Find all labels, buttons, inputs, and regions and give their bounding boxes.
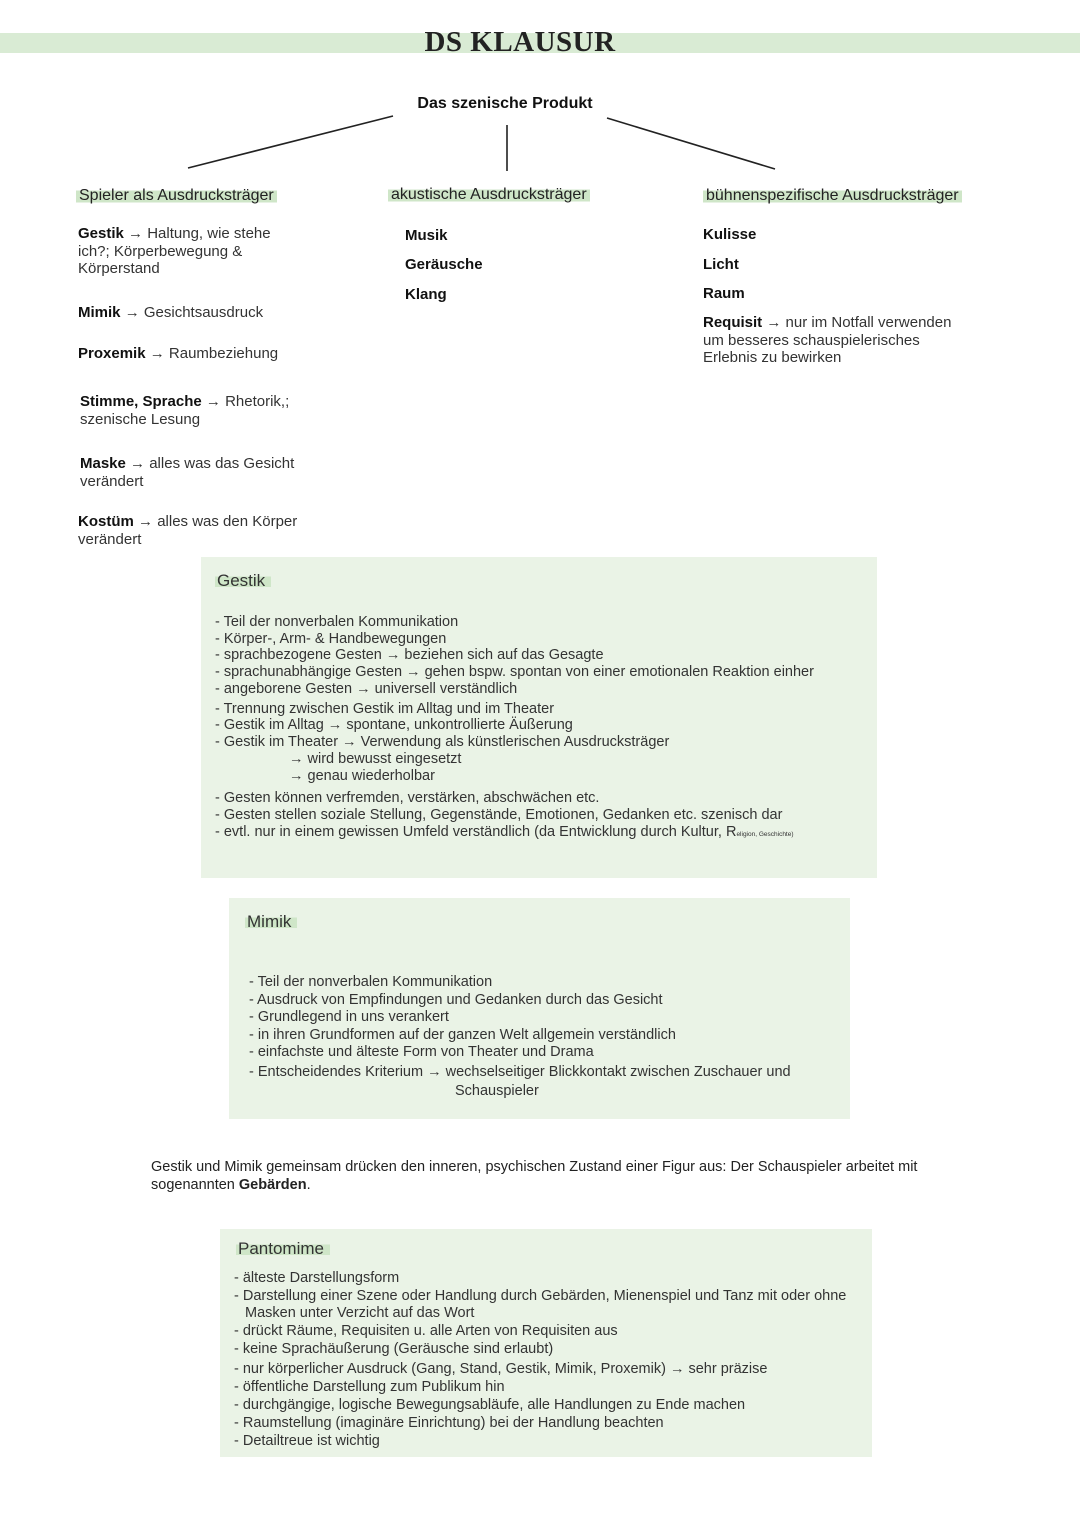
pantomime-heading: Pantomime <box>236 1239 330 1259</box>
spieler-item-gestik: Gestik → Haltung, wie stehe ich?; Körperbewegung & Körperstand <box>78 225 271 277</box>
mimik-line: - Grundlegend in uns verankert <box>249 1009 449 1025</box>
gestik-line-small: eligion, Geschichte) <box>736 831 794 838</box>
branch-buehne <box>703 187 962 205</box>
mimik-heading: Mimik <box>245 912 297 932</box>
spieler-item-kostuem: Kostüm → alles was den Körper verändert <box>78 513 298 548</box>
pantomime-line: - älteste Darstellungsform <box>234 1270 400 1286</box>
pantomime-subline: Masken unter Verzicht auf das Wort <box>245 1305 475 1321</box>
pantomime-box <box>220 1229 872 1457</box>
gestik-line: - Trennung zwischen Gestik im Alltag und im Theater <box>215 701 555 717</box>
branch-akustisch-label: akustische Ausdrucksträger <box>388 186 590 203</box>
summary-end: . <box>306 1176 311 1193</box>
mimik-line: - in ihren Grundformen auf der ganzen Welt allgemein verständlich <box>249 1027 676 1043</box>
pantomime-line: - nur körperlicher Ausdruck (Gang, Stand, Gestik, Mimik, Proxemik) → sehr präzise <box>234 1361 768 1377</box>
pantomime-line: - Raumstellung (imaginäre Einrichtung) bei der Handlung beachten <box>234 1415 664 1431</box>
connector-left <box>188 116 393 168</box>
spieler-item-proxemik: Proxemik → Raumbeziehung <box>78 345 279 362</box>
akustisch-item-geraeusche: Geräusche <box>405 256 483 273</box>
gestik-heading: Gestik <box>215 571 271 591</box>
gestik-line: - Gestik im Theater → Verwendung als künstlerischen Ausdrucksträger <box>215 734 670 750</box>
pantomime-line: - Detailtreue ist wichtig <box>234 1433 380 1449</box>
pantomime-line: - Darstellung einer Szene oder Handlung durch Gebärden, Mienenspiel und Tanz mit oder ohne <box>234 1288 847 1304</box>
connector-right <box>607 118 775 169</box>
gestik-line-text: - evtl. nur in einem gewissen Umfeld verständlich (da Entwicklung durch Kultur, R <box>215 824 737 840</box>
akustisch-item-musik: Musik <box>405 227 448 244</box>
gestik-line: - Gestik im Alltag → spontane, unkontrollierte Äußerung <box>215 717 573 733</box>
spieler-item-maske: Maske → alles was das Gesicht verändert <box>80 455 295 490</box>
mimik-line: - Teil der nonverbalen Kommunikation <box>249 974 493 990</box>
mimik-box <box>229 898 850 1119</box>
buehne-item-licht: Licht <box>703 256 739 273</box>
gestik-line: - Körper-, Arm- & Handbewegungen <box>215 631 447 647</box>
pantomime-line: - öffentliche Darstellung zum Publikum hin <box>234 1379 505 1395</box>
gestik-box <box>201 557 877 878</box>
pantomime-line: - keine Sprachäußerung (Geräusche sind erlaubt) <box>234 1341 554 1357</box>
gestik-line: - sprachunabhängige Gesten → gehen bspw. spontan von einer emotionalen Reaktion einher <box>215 664 814 680</box>
gestik-line: - angeborene Gesten → universell verständlich <box>215 681 518 697</box>
gestik-line: - Gesten können verfremden, verstärken, abschwächen etc. <box>215 790 600 806</box>
akustisch-item-klang: Klang <box>405 286 447 303</box>
branch-buehne-label: bühnenspezifische Ausdrucksträger <box>703 187 962 204</box>
tree-connectors <box>0 0 1080 200</box>
pantomime-line: - durchgängige, logische Bewegungsabläufe, alle Handlungen zu Ende machen <box>234 1397 746 1413</box>
gestik-line: - Teil der nonverbalen Kommunikation <box>215 614 459 630</box>
summary-text: Gestik und Mimik gemeinsam drücken den inneren, psychischen Zustand einer Figur aus: Der Schauspieler arbeitet mit sogenannten <box>151 1159 918 1193</box>
gestik-subline: → genau wiederholbar <box>289 768 435 784</box>
mimik-line: - Ausdruck von Empfindungen und Gedanken durch das Gesicht <box>249 992 663 1008</box>
branch-spieler <box>76 187 277 205</box>
mimik-line: - einfachste und älteste Form von Theater und Drama <box>249 1044 594 1060</box>
pantomime-line: - drückt Räume, Requisiten u. alle Arten von Requisiten aus <box>234 1323 618 1339</box>
spieler-item-stimme: Stimme, Sprache → Rhetorik,; szenische Lesung <box>80 393 290 428</box>
gestik-line: - Gesten stellen soziale Stellung, Gegenstände, Emotionen, Gedanken etc. szenisch dar <box>215 807 783 823</box>
gestik-subline: → wird bewusst eingesetzt <box>289 751 462 767</box>
mimik-subline: Schauspieler <box>455 1083 539 1099</box>
mimik-line: - Entscheidendes Kriterium → wechselseitiger Blickkontakt zwischen Zuschauer und <box>249 1064 791 1080</box>
buehne-item-requisit: Requisit → nur im Notfall verwenden um besseres schauspielerisches Erlebnis zu bewirken <box>703 314 952 366</box>
gestik-line: - sprachbezogene Gesten → beziehen sich auf das Gesagte <box>215 647 604 663</box>
summary-paragraph <box>151 1159 971 1194</box>
gestik-line <box>215 824 794 840</box>
summary-bold: Gebärden <box>238 1176 307 1193</box>
tree-root: Das szenische Produkt <box>417 95 593 112</box>
branch-spieler-label: Spieler als Ausdrucksträger <box>76 187 277 204</box>
buehne-item-raum: Raum <box>703 285 745 302</box>
page-title: DS KLAUSUR <box>424 26 616 58</box>
buehne-item-kulisse: Kulisse <box>703 226 757 243</box>
branch-akustisch <box>388 186 590 204</box>
spieler-item-mimik: Mimik → Gesichtsausdruck <box>78 304 264 321</box>
